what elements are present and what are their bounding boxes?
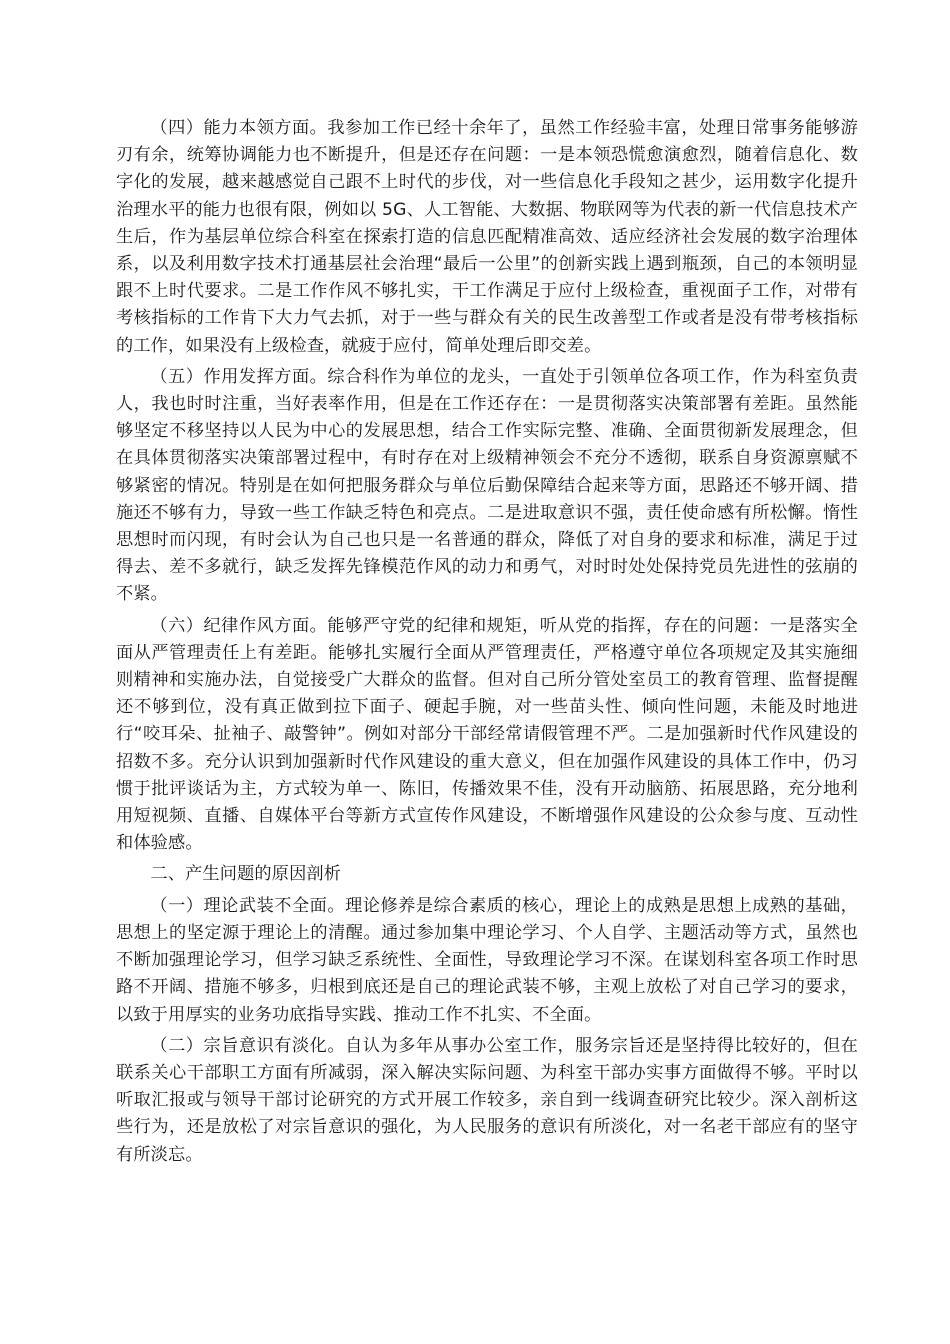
paragraph-role: （五）作用发挥方面。综合科作为单位的龙头，一直处于引领单位各项工作，作为科室负责人，我也时时注重，当好表率作用，但是在工作还存在：一是贯彻落实决策部署有差距。虽然能够坚定不移坚持以人民为中心的发展思想，结合工作实际完整、准确、全面贯彻新发展理念，但在具体贯彻落实决策部署过程中，有时存在对上级精神领会不充分不透彻，联系自身资源禀赋不够紧密的情况。特别是在如何把服务群众与单位后勤保障结合起来等方面，思路还不够开阔、措施还不够有力，导致一些工作缺乏特色和亮点。二是进取意识不强，责任使命感有所松懈。惰性思想时而闪现，有时会认为自己也只是一名普通的群众，降低了对自身的要求和标准，满足于过得去、差不多就行，缺乏发挥先锋模范作风的动力和勇气，对时时处处保持党员先进性的弦崩的不紧。 (116, 366, 858, 605)
section-heading-causes: 二、产生问题的原因剖析 (150, 864, 342, 885)
document-body (116, 115, 858, 1173)
paragraph-theory: （一）理论武装不全面。理论修养是综合素质的核心，理论上的成熟是思想上成熟的基础，思想上的坚定源于理论上的清醒。通过参加集中理论学习、个人自学、主题活动等方式，虽然也不断加强理论学习，但学习缺乏系统性、全面性，导致理论学习不深。在谋划科室各项工作时思路不开阔、措施不够多，归根到底还是自己的理论武装不够，主观上放松了对自己学习的要求，以致于用厚实的业务功底指导实践、推动工作不扎实、不全面。 (116, 895, 858, 1025)
paragraph-ability: （四）能力本领方面。我参加工作已经十余年了，虽然工作经验丰富，处理日常事务能够游刃有余，统筹协调能力也不断提升，但是还存在问题：一是本领恐慌愈演愈烈，随着信息化、数字化的发展，越来越感觉自己跟不上时代的步伐，对一些信息化手段知之甚少，运用数字化提升治理水平的能力也很有限，例如以 5G、人工智能、大数据、物联网等为代表的新一代信息技术产生后，作为基层单位综合科室在探索打造的信息匹配精准高效、适应经济社会发展的数字治理体系，以及利用数字技术打通基层社会治理“最后一公里”的创新实践上遇到瓶颈，自己的本领明显跟不上时代要求。二是工作作风不够扎实，干工作满足于应付上级检查，重视面子工作，对带有考核指标的工作肯下大力气去抓，对于一些与群众有关的民生改善型工作或者是没有带考核指标的工作，如果没有上级检查，就疲于应付，简单处理后即交差。 (116, 118, 858, 356)
paragraph-discipline: （六）纪律作风方面。能够严守党的纪律和规矩，听从党的指挥，存在的问题：一是落实全面从严管理责任上有差距。能够扎实履行全面从严管理责任，严格遵守单位各项规定及其实施细则精神和实施办法，自觉接受广大群众的监督。但对自己所分管处室员工的教育管理、监督提醒还不够到位，没有真正做到拉下面子、硬起手腕，对一些苗头性、倾向性问题，未能及时地进行“咬耳朵、扯袖子、敲警钟”。例如对部分干部经常请假管理不严。二是加强新时代作风建设的招数不多。充分认识到加强新时代作风建设的重大意义，但在加强作风建设的具体工作中，仍习惯于批评谈话为主，方式较为单一、陈旧，传播效果不佳，没有开动脑筋、拓展思路，充分地利用短视频、直播、自媒体平台等新方式宣传作风建设，不断增强作风建设的公众参与度、互动性和体验感。 (116, 615, 858, 854)
paragraph-purpose: （二）宗旨意识有淡化。自认为多年从事办公室工作，服务宗旨还是坚持得比较好的，但在联系关心干部职工方面有所减弱，深入解决实际问题、为科室干部办实事方面做得不够。平时以听取汇报或与领导干部讨论研究的方式开展工作较多，亲自到一线调查研究比较少。深入剖析这些行为，还是放松了对宗旨意识的强化，为人民服务的意识有所淡化，对一名老干部应有的坚守有所淡忘。 (116, 1035, 858, 1165)
